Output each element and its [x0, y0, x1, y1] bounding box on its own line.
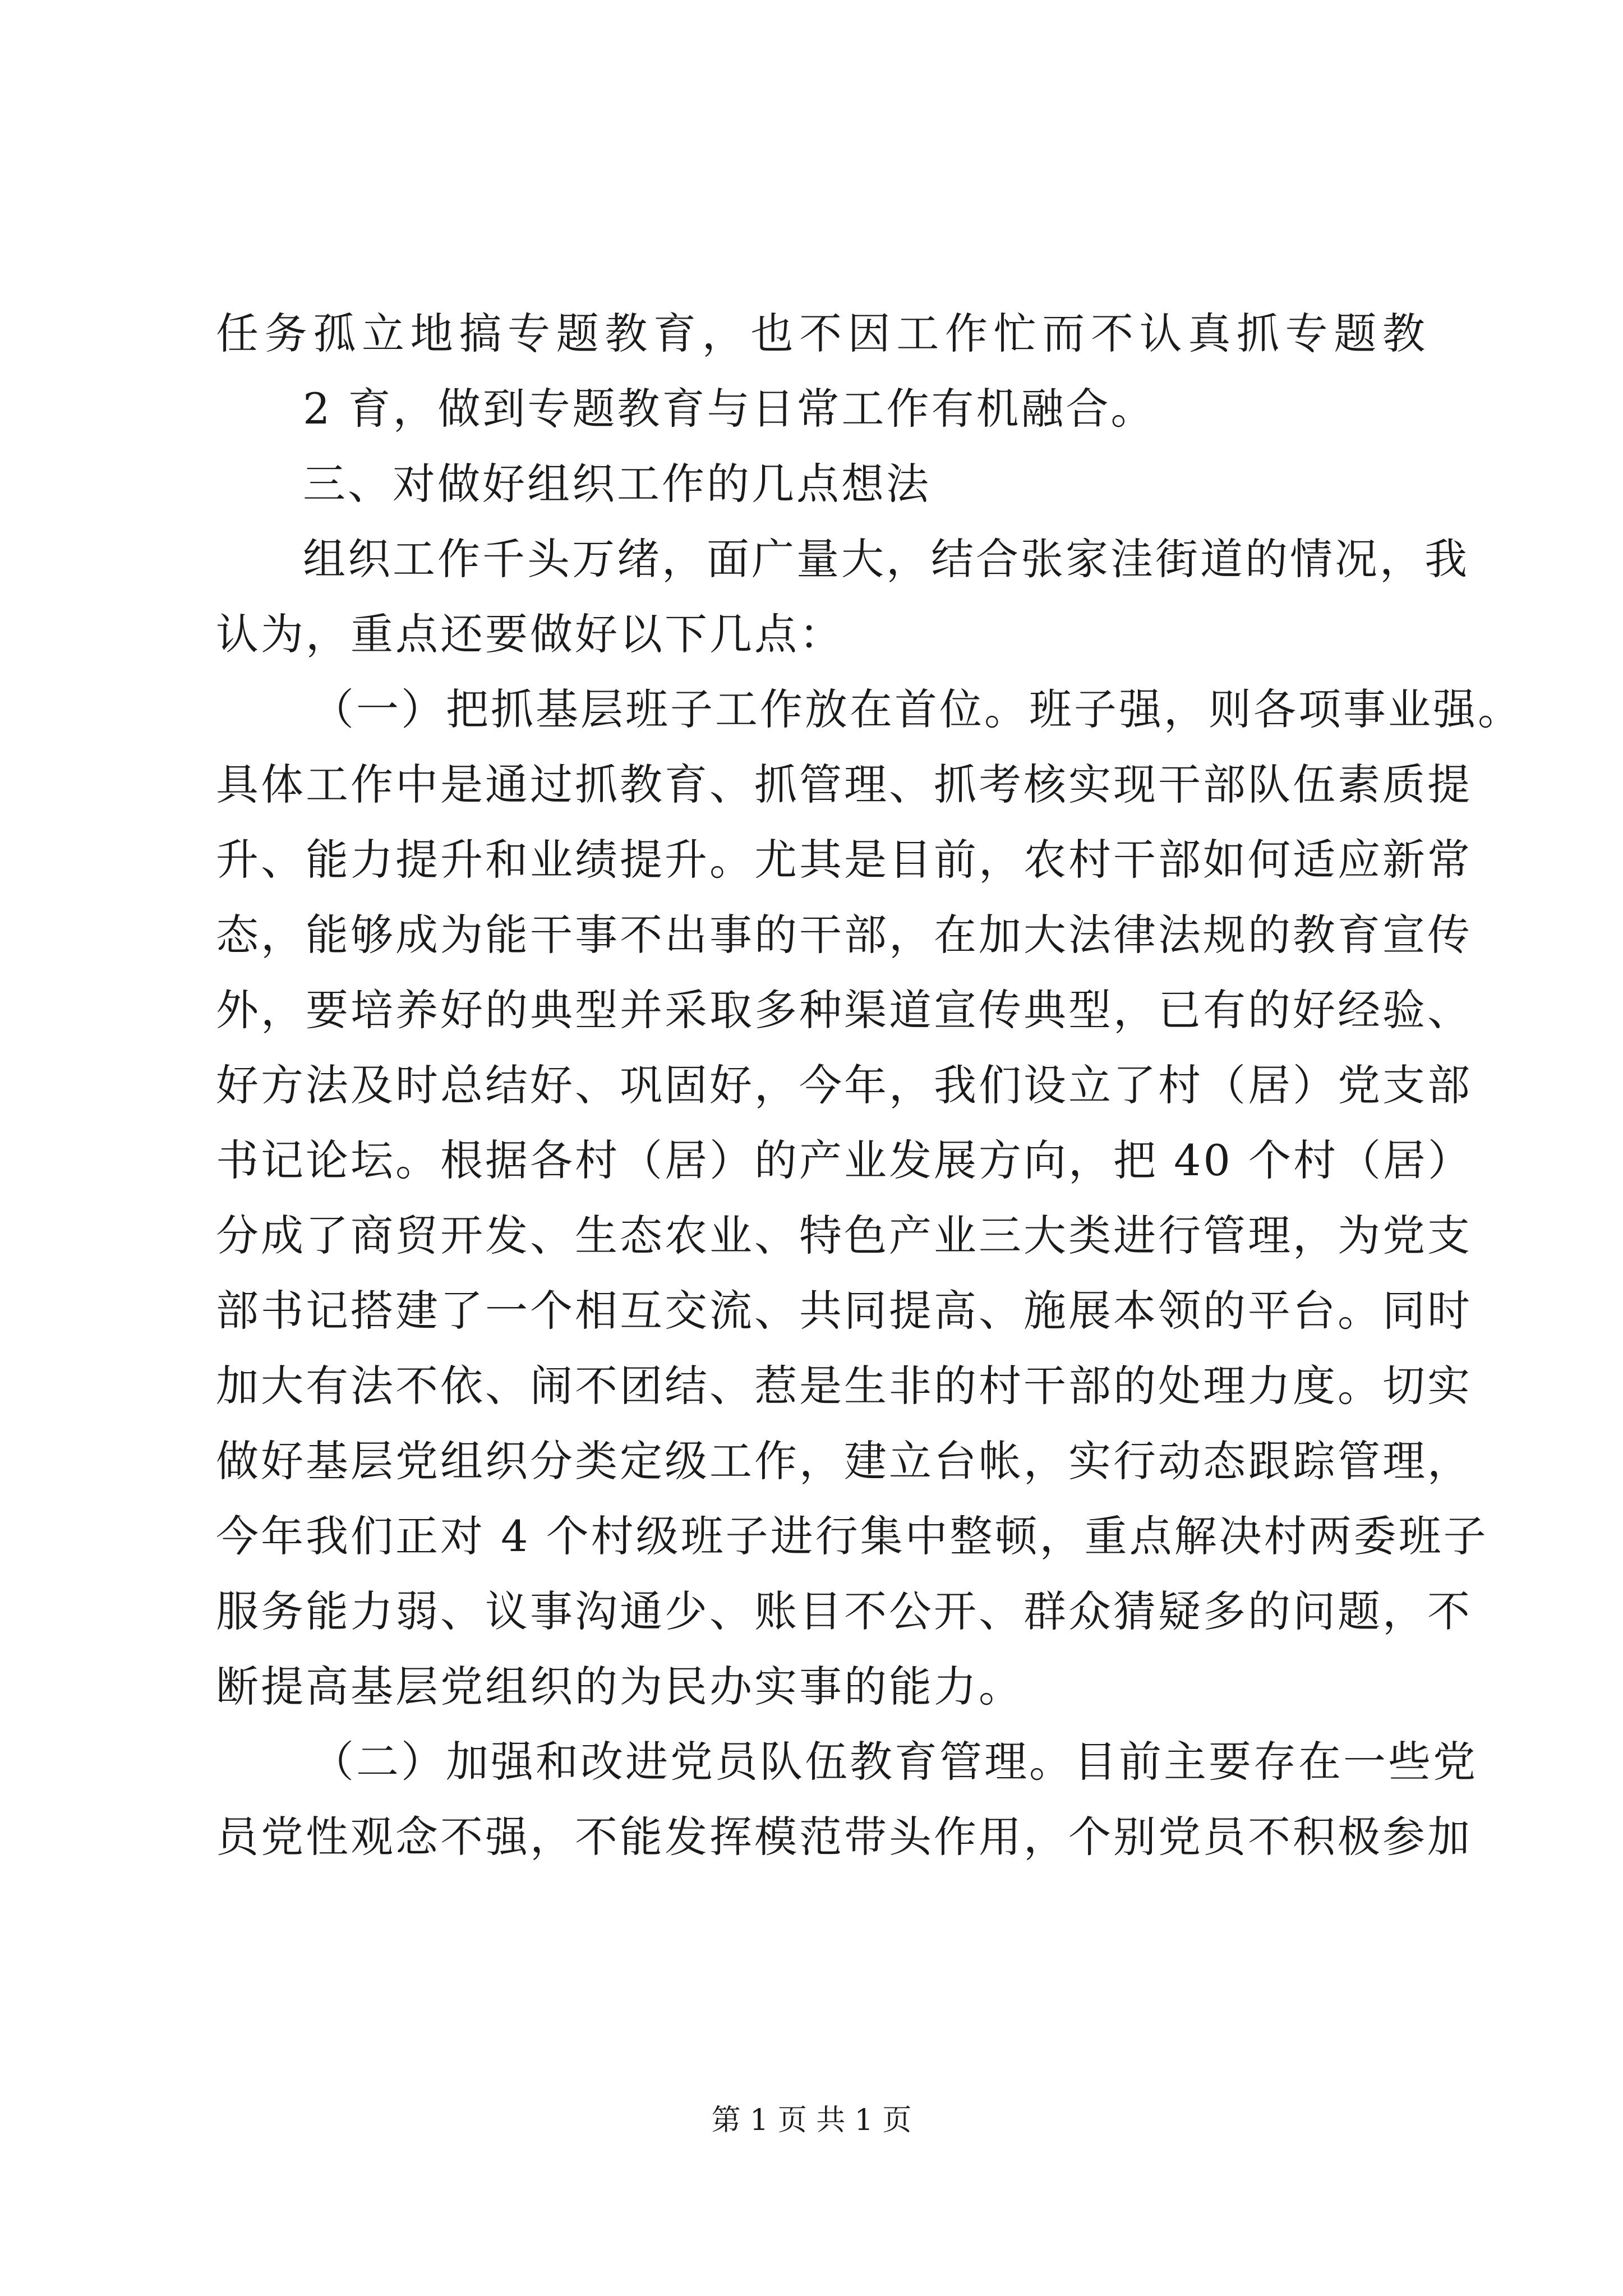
paragraph-line: 认为，重点还要做好以下几点：: [216, 609, 844, 659]
paragraph-line: 外，要培养好的典型并采取多种渠道宣传典型，已有的好经验、: [216, 985, 1472, 1035]
section-heading: 三、对做好组织工作的几点想法: [303, 459, 931, 509]
page-number-footer: 第 1 页 共 1 页: [711, 2104, 912, 2137]
paragraph-line: 升、能力提升和业绩提升。尤其是目前，农村干部如何适应新常: [216, 835, 1472, 885]
document-body: [216, 296, 1523, 1875]
paragraph-line: 组织工作千头万绪，面广量大，结合张家洼街道的情况，我: [303, 534, 1469, 584]
paragraph-line: 书记论坛。根据各村（居）的产业发展方向，把 40 个村（居）: [216, 1135, 1473, 1185]
paragraph-line: （一）把抓基层班子工作放在首位。班子强，则各项事业强。: [311, 684, 1523, 734]
paragraph-line: 任务孤立地搞专题教育，也不因工作忙而不认真抓专题教: [216, 309, 1427, 358]
paragraph-line: 具体工作中是通过抓教育、抓管理、抓考核实现干部队伍素质提: [216, 760, 1472, 809]
paragraph-line: （二）加强和改进党员队伍教育管理。目前主要存在一些党: [311, 1737, 1478, 1787]
paragraph-line: 2 育，做到专题教育与日常工作有机融合。: [303, 384, 1156, 434]
paragraph-line: 好方法及时总结好、巩固好，今年，我们设立了村（居）党支部: [216, 1060, 1472, 1110]
paragraph-line: 态，能够成为能干事不出事的干部，在加大法律法规的教育宣传: [216, 910, 1472, 960]
paragraph-line: 员党性观念不强，不能发挥模范带头作用，个别党员不积极参加: [216, 1812, 1472, 1862]
paragraph-line: 部书记搭建了一个相互交流、共同提高、施展本领的平台。同时: [216, 1286, 1472, 1336]
paragraph-line: 断提高基层党组织的为民办实事的能力。: [216, 1662, 1023, 1711]
paragraph-line: 做好基层党组织分类定级工作，建立台帐，实行动态跟踪管理，: [216, 1436, 1472, 1486]
paragraph-line: 加大有法不依、闹不团结、惹是生非的村干部的处理力度。切实: [216, 1361, 1472, 1411]
paragraph-line: 分成了商贸开发、生态农业、特色产业三大类进行管理，为党支: [216, 1211, 1472, 1260]
paragraph-line: 今年我们正对 4 个村级班子进行集中整顿，重点解决村两委班子: [216, 1511, 1488, 1561]
paragraph-line: 服务能力弱、议事沟通少、账目不公开、群众猜疑多的问题，不: [216, 1586, 1472, 1636]
